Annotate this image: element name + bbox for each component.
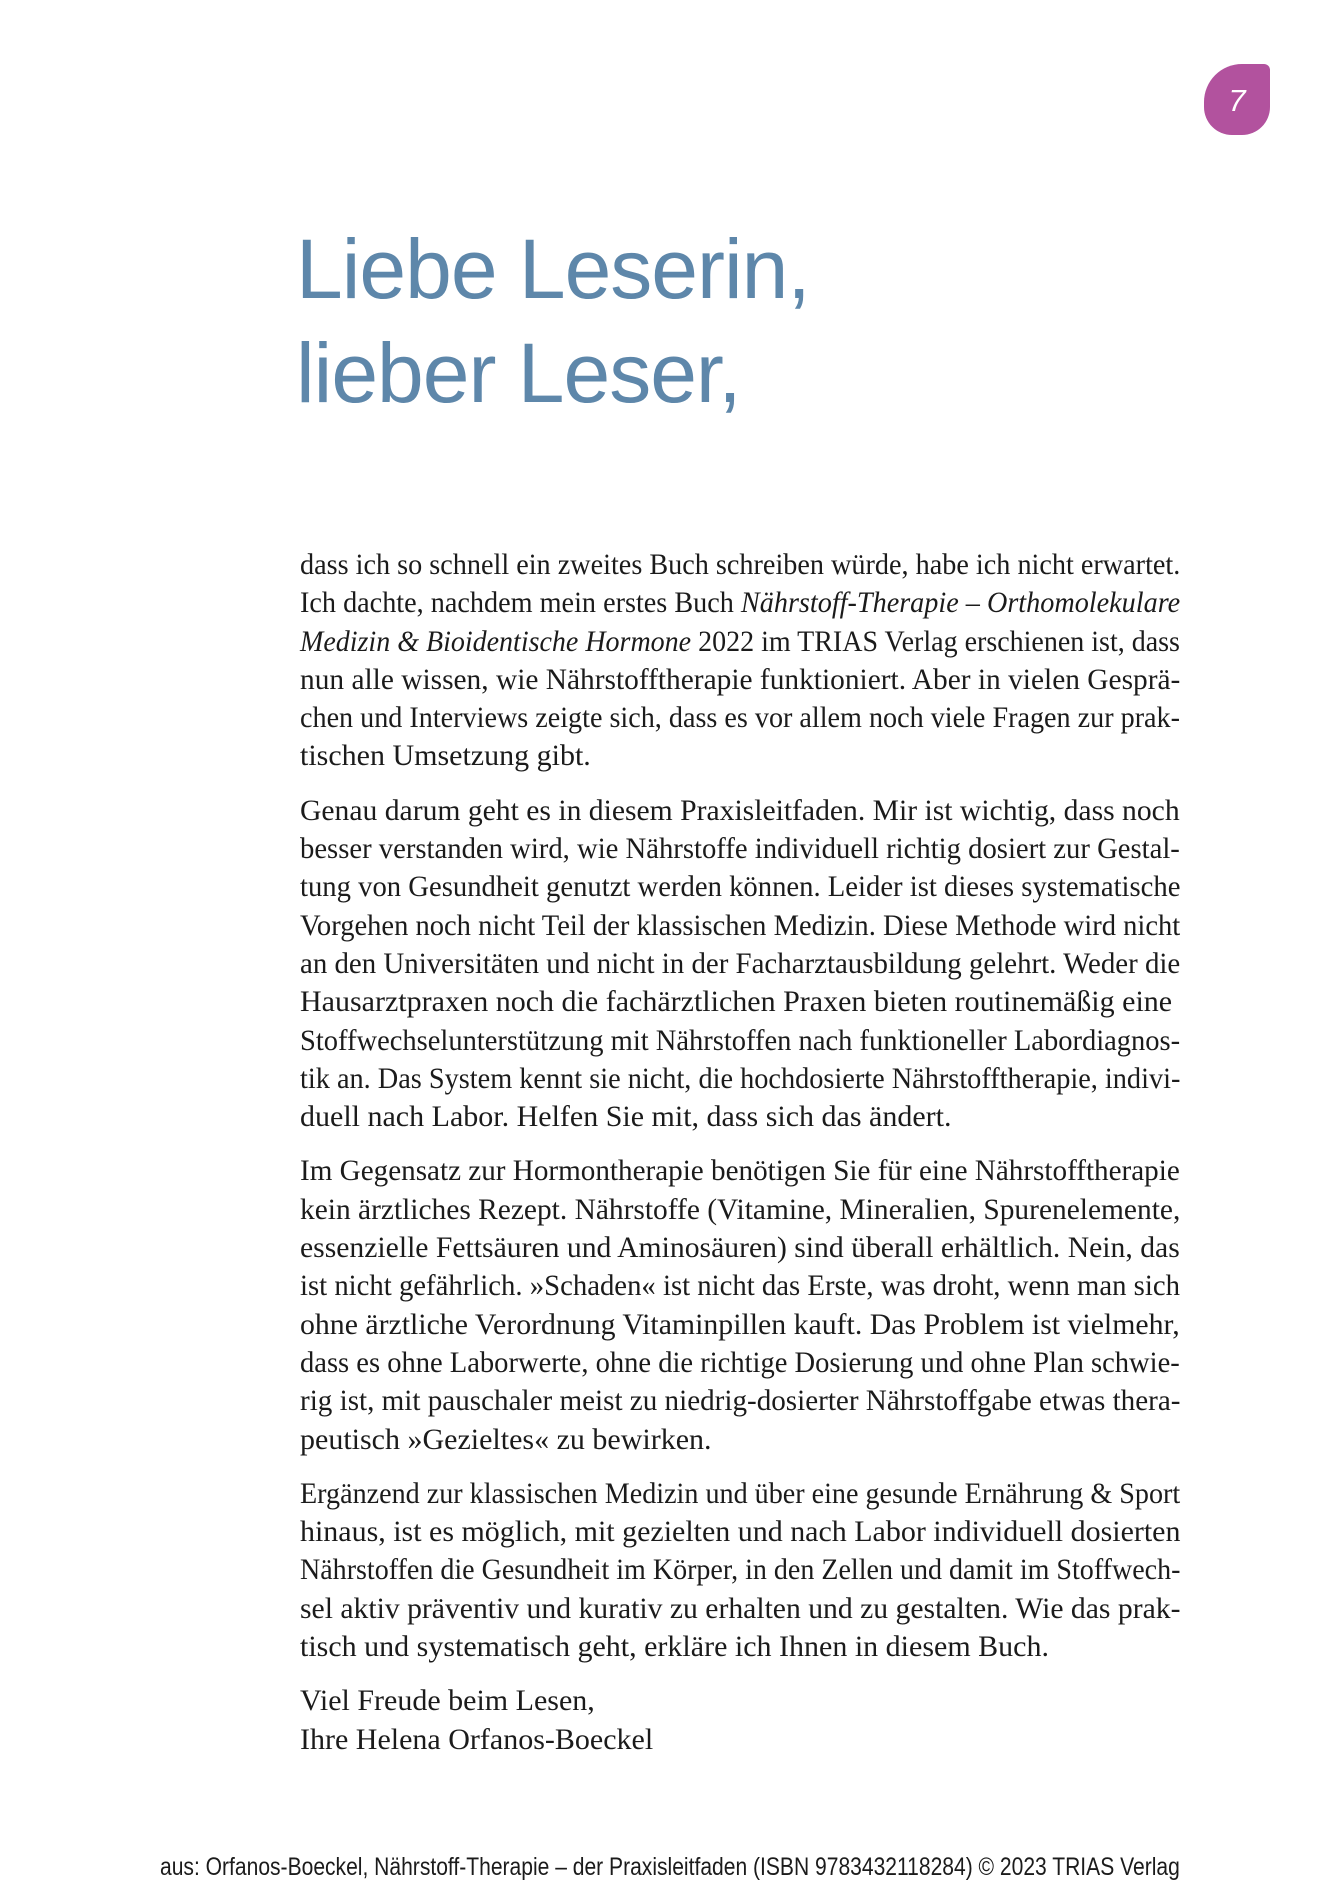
text-line: dass es ohne Laborwerte, ohne die richtige Dosierung und ohne Plan schwie- xyxy=(300,1345,1180,1379)
closing-lines xyxy=(300,1682,1180,1759)
text-line: ist nicht gefährlich. »Schaden« ist nicht das Erste, was droht, wenn man sich xyxy=(300,1269,1180,1303)
text-line: chen und Interviews zeigte sich, dass es vor allem noch viele Fragen zur prak- xyxy=(300,701,1180,735)
text-line: tischen Umsetzung gibt. xyxy=(300,739,591,773)
text-line: tung von Gesundheit genutzt werden können. Leider ist dieses systematische xyxy=(300,870,1181,904)
text-line: Medizin & Bioidentische Hormone 2022 im TRIAS Verlag erschienen ist, dass xyxy=(300,624,1180,658)
text-line: besser verstanden wird, wie Nährstoffe individuell richtig dosiert zur Gestal- xyxy=(300,832,1180,866)
text-line: dass ich so schnell ein zweites Buch schreiben würde, habe ich nicht erwartet. xyxy=(300,548,1181,581)
text-line: Nährstoffen die Gesundheit im Körper, in den Zellen und damit im Stoffwech- xyxy=(300,1553,1181,1587)
paragraph xyxy=(300,1475,1180,1666)
text-line: an den Universitäten und nicht in der Facharztausbildung gelehrt. Weder die xyxy=(300,946,1181,980)
text-line: Stoffwechselunterstützung mit Nährstoffen nach funktioneller Labordiagnos- xyxy=(300,1023,1181,1057)
text-line: essenzielle Fettsäuren und Aminosäuren) sind überall erhältlich. Nein, das xyxy=(300,1231,1180,1265)
text-line: Ich dachte, nachdem mein erstes Buch Nährstoff-Therapie – Orthomolekulare xyxy=(300,586,1181,620)
footer-text: aus: Orfanos-Boeckel, Nährstoff-Therapie – der Praxisleitfaden (ISBN 9783432118284) © 2023 TRIAS Verlag xyxy=(160,1853,1180,1881)
text-line: kein ärztliches Rezept. Nährstoffe (Vitamine, Mineralien, Spurenelemente, xyxy=(300,1192,1181,1226)
page-number: 7 xyxy=(1228,83,1246,118)
page-number-badge xyxy=(1204,64,1270,135)
paragraph xyxy=(300,792,1180,1137)
text-line: tik an. Das System kennt sie nicht, die hochdosierte Nährstofftherapie, indivi- xyxy=(300,1061,1181,1095)
paragraphs-container xyxy=(300,546,1180,1666)
footer-credit-line xyxy=(160,1852,1180,1882)
paragraph xyxy=(300,546,1180,776)
text-line: Vorgehen noch nicht Teil der klassischen Medizin. Diese Methode wird nicht xyxy=(300,908,1181,942)
body-text xyxy=(300,546,1180,1759)
text-line: rig ist, mit pauschaler meist zu niedrig-dosierter Nährstoffgabe etwas thera- xyxy=(300,1384,1181,1418)
text-line: Im Gegensatz zur Hormontherapie benötigen Sie für eine Nährstofftherapie xyxy=(300,1154,1180,1188)
text-line: tisch und systematisch geht, erkläre ich Ihnen in diesem Buch. xyxy=(300,1630,1049,1664)
page-title xyxy=(296,217,810,425)
text-line: Ergänzend zur klassischen Medizin und über eine gesunde Ernährung & Sport xyxy=(300,1476,1181,1510)
text-line: peutisch »Gezieltes« zu bewirken. xyxy=(300,1422,712,1456)
text-line: sel aktiv präventiv und kurativ zu erhalten und zu gestalten. Wie das prak- xyxy=(300,1591,1181,1625)
text-line: Genau darum geht es in diesem Praxisleitfaden. Mir ist wichtig, dass noch xyxy=(300,793,1180,827)
text-line: Hausarztpraxen noch die fachärztlichen Praxen bieten routinemäßig eine xyxy=(300,985,1173,1019)
text-line: nun alle wissen, wie Nährstofftherapie funktioniert. Aber in vielen Gesprä- xyxy=(300,662,1181,696)
paragraph xyxy=(300,1152,1180,1458)
closing-line-1: Viel Freude beim Lesen, xyxy=(300,1684,595,1718)
text-line: ohne ärztliche Verordnung Vitaminpillen kauft. Das Problem ist vielmehr, xyxy=(300,1307,1180,1341)
closing-line-2: Ihre Helena Orfanos-Boeckel xyxy=(300,1722,654,1756)
text-line: duell nach Labor. Helfen Sie mit, dass sich das ändert. xyxy=(300,1100,952,1134)
title-line-2: lieber Leser, xyxy=(296,326,741,420)
text-line: hinaus, ist es möglich, mit gezielten und nach Labor individuell dosierten xyxy=(300,1515,1181,1549)
title-line-1: Liebe Leserin, xyxy=(296,222,810,316)
